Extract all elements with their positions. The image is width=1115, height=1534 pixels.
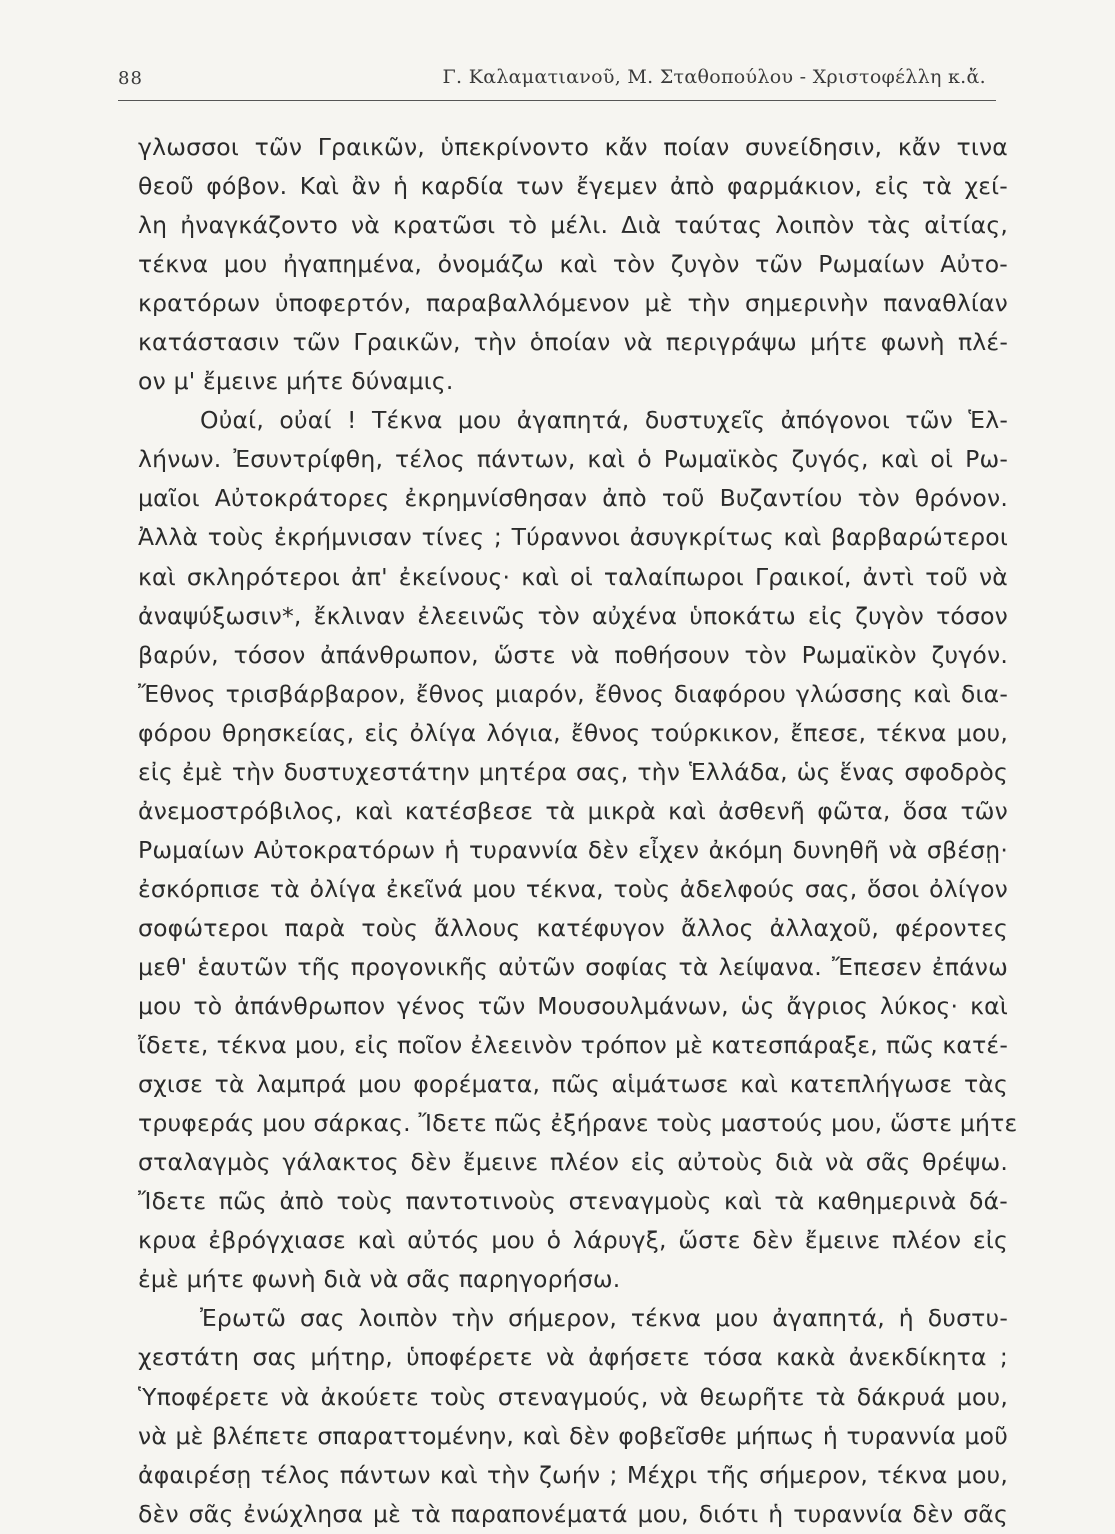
text-line: ἐσκόρπισε τὰ ὀλίγα ἐκεῖνά μου τέκνα, τοὺς ἀδελφούς σας, ὅσοι ὀλίγον	[138, 874, 1008, 903]
paragraph-start-line: Οὐαί, οὐαί ! Τέκνα μου ἀγαπητά, δυστυχεῖς ἀπόγονοι τῶν Ἑλ-	[200, 406, 1008, 435]
text-line: φόρου θρησκείας, εἰς ὀλίγα λόγια, ἔθνος τούρκικον, ἔπεσε, τέκνα μου,	[138, 718, 1008, 747]
text-line: μου τὸ ἀπάνθρωπον γένος τῶν Μουσουλμάνων, ὡς ἄγριος λύκος· καὶ	[138, 992, 1008, 1021]
text-line: Ἴδετε πῶς ἀπὸ τοὺς παντοτινοὺς στεναγμοὺς καὶ τὰ καθημερινὰ δά-	[138, 1187, 1008, 1216]
text-line: ἐμὲ μήτε φωνὴ διὰ νὰ σᾶς παρηγορήσω.	[138, 1265, 621, 1294]
text-line: λήνων. Ἐσυντρίφθη, τέλος πάντων, καὶ ὁ Ρωμαϊκὸς ζυγός, καὶ οἱ Ρω-	[138, 445, 1008, 474]
running-title: Γ. Καλαματιανοῦ, Μ. Σταθοπούλου - Χριστοφέλλη κ.ἄ.	[442, 66, 986, 88]
text-line: Ἀλλὰ τοὺς ἐκρήμνισαν τίνες ; Τύραννοι ἀσυγκρίτως καὶ βαρβαρώτεροι	[138, 523, 1008, 552]
text-line: ἀνεμοστρόβιλος, καὶ κατέσβεσε τὰ μικρὰ καὶ ἀσθενῆ φῶτα, ὅσα τῶν	[138, 796, 1008, 825]
text-line: θεοῦ φόβον. Καὶ ἂν ἡ καρδία των ἔγεμεν ἀπὸ φαρμάκιον, εἰς τὰ χεί-	[138, 172, 1008, 201]
text-line: τρυφεράς μου σάρκας. Ἴδετε πῶς ἐξήρανε τοὺς μαστούς μου, ὥστε μήτε	[138, 1109, 1018, 1138]
text-line: κρυα ἐβρόγχιασε καὶ αὐτός μου ὁ λάρυγξ, ὥστε δὲν ἔμεινε πλέον εἰς	[138, 1226, 1008, 1255]
text-line: σταλαγμὸς γάλακτος δὲν ἔμεινε πλέον εἰς αὐτοὺς διὰ νὰ σᾶς θρέψω.	[138, 1148, 1008, 1177]
page-number: 88	[118, 68, 143, 89]
text-line: ἴδετε, τέκνα μου, εἰς ποῖον ἐλεεινὸν τρόπον μὲ κατεσπάραξε, πῶς κατέ-	[138, 1031, 1008, 1060]
text-line: σχισε τὰ λαμπρά μου φορέματα, πῶς αἱμάτωσε καὶ κατεπλήγωσε τὰς	[138, 1070, 1008, 1099]
text-line: τέκνα μου ἠγαπημένα, ὀνομάζω καὶ τὸν ζυγὸν τῶν Ρωμαίων Αὐτο-	[138, 250, 1008, 279]
text-line: ον μ' ἔμεινε μήτε δύναμις.	[138, 367, 454, 396]
text-line: κατάστασιν τῶν Γραικῶν, τὴν ὁποίαν νὰ περιγράψω μήτε φωνὴ πλέ-	[138, 328, 1008, 357]
text-line: κρατόρων ὑποφερτόν, παραβαλλόμενον μὲ τὴν σημερινὴν παναθλίαν	[138, 289, 1008, 318]
text-line: δὲν σᾶς ἐνώχλησα μὲ τὰ παραπονέματά μου, διότι ἡ τυραννία δὲν σᾶς	[138, 1499, 1008, 1528]
text-line: βαρύν, τόσον ἀπάνθρωπον, ὥστε νὰ ποθήσουν τὸν Ρωμαϊκὸν ζυγόν.	[138, 640, 1008, 669]
text-line: μεθ' ἑαυτῶν τῆς προγονικῆς αὐτῶν σοφίας τὰ λείψανα. Ἔπεσεν ἐπάνω	[138, 952, 1008, 981]
text-line: χεστάτη σας μήτηρ, ὑποφέρετε νὰ ἀφήσετε τόσα κακὰ ἀνεκδίκητα ;	[138, 1343, 1008, 1372]
text-line: ἀφαιρέσῃ τέλος πάντων καὶ τὴν ζωήν ; Μέχρι τῆς σήμερον, τέκνα μου,	[138, 1460, 1008, 1489]
text-line: εἰς ἐμὲ τὴν δυστυχεστάτην μητέρα σας, τὴν Ἑλλάδα, ὡς ἕνας σφοδρὸς	[138, 757, 1008, 786]
text-line: Ὑποφέρετε νὰ ἀκούετε τοὺς στεναγμούς, νὰ θεωρῆτε τὰ δάκρυά μου,	[138, 1382, 1008, 1411]
body-text	[138, 128, 1018, 1534]
text-line: γλωσσοι τῶν Γραικῶν, ὑπεκρίνοντο κἄν ποίαν συνείδησιν, κἄν τινα	[138, 133, 1008, 161]
text-line: λη ἠναγκάζοντο νὰ κρατῶσι τὸ μέλι. Διὰ ταύτας λοιπὸν τὰς αἰτίας,	[138, 211, 1008, 240]
text-line: Ρωμαίων Αὐτοκρατόρων ἡ τυραννία δὲν εἶχεν ἀκόμη δυνηθῆ νὰ σβέσῃ·	[138, 835, 1008, 864]
text-line: νὰ μὲ βλέπετε σπαραττομένην, καὶ δὲν φοβεῖσθε μήπως ἡ τυραννία μοῦ	[138, 1421, 1008, 1450]
text-line: Ἔθνος τρισβάρβαρον, ἔθνος μιαρόν, ἔθνος διαφόρου γλώσσης καὶ δια-	[138, 679, 1008, 708]
text-line: σοφώτεροι παρὰ τοὺς ἄλλους κατέφυγον ἄλλος ἀλλαχοῦ, φέροντες	[138, 913, 1008, 942]
running-head	[118, 62, 996, 102]
paragraph-start-line: Ἐρωτῶ σας λοιπὸν τὴν σήμερον, τέκνα μου ἀγαπητά, ἡ δυστυ-	[200, 1304, 1008, 1333]
text-line: ἀναψύξωσιν*, ἔκλιναν ἐλεεινῶς τὸν αὐχένα ὑποκάτω εἰς ζυγὸν τόσον	[138, 601, 1008, 630]
text-line: μαῖοι Αὐτοκράτορες ἐκρημνίσθησαν ἀπὸ τοῦ Βυζαντίου τὸν θρόνον.	[138, 484, 1008, 513]
header-rule	[118, 100, 996, 101]
text-line: καὶ σκληρότεροι ἀπ' ἐκείνους· καὶ οἱ ταλαίπωροι Γραικοί, ἀντὶ τοῦ νὰ	[138, 562, 1008, 591]
